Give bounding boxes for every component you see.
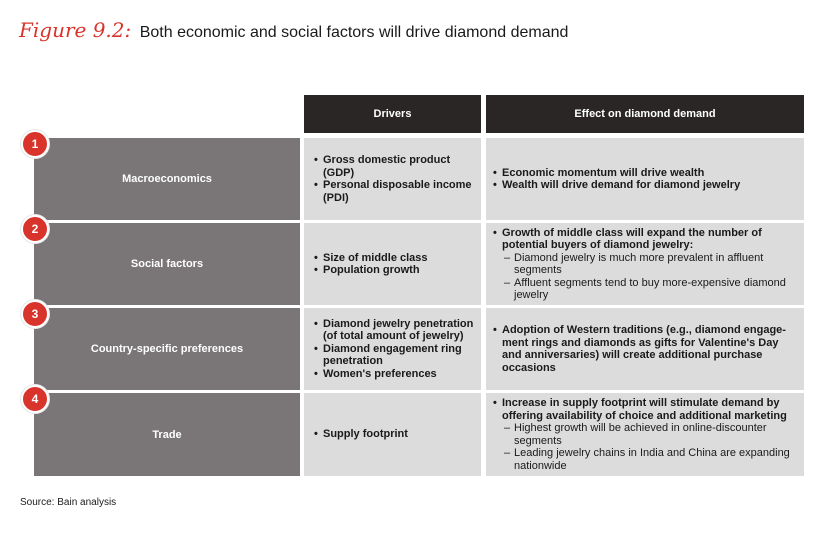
drivers-cell xyxy=(304,308,481,390)
effect-item: • Adoption of Western traditions (e.g., diamond engage-ment rings and diamonds as gifts for Valentine's Day and anniversaries) will create additional purchase occasions xyxy=(492,324,798,374)
effect-item: • Increase in supply footprint will stimulate demand by offering availability of choice and additional marketing xyxy=(492,397,798,422)
effect-subitem: – Diamond jewelry is much more prevalent in affluent segments xyxy=(492,252,798,277)
figure-title-text: Both economic and social factors will drive diamond demand xyxy=(139,24,569,41)
row-number-badge: 4 xyxy=(21,385,49,413)
drivers-cell xyxy=(304,393,481,476)
column-header-drivers: Drivers xyxy=(304,95,481,133)
category-country-specific-preferences: Country-specific preferences xyxy=(34,308,300,390)
row-number-badge: 1 xyxy=(21,130,49,158)
driver-item: • Gross domestic product (GDP) xyxy=(313,154,477,179)
driver-item: • Supply footprint xyxy=(313,428,477,441)
effect-subitem: – Highest growth will be achieved in online-discounter segments xyxy=(492,422,798,447)
figure-title xyxy=(19,18,568,42)
effect-item: • Wealth will drive demand for diamond jewelry xyxy=(492,179,798,192)
effect-item: • Economic momentum will drive wealth xyxy=(492,167,798,180)
category-macroeconomics: Macroeconomics xyxy=(34,138,300,220)
source-note: Source: Bain analysis xyxy=(20,497,117,508)
driver-item: • Diamond engagement ring penetration xyxy=(313,343,477,368)
figure-label: Figure 9.2: xyxy=(19,18,132,42)
driver-item: • Women's preferences xyxy=(313,368,477,381)
effect-cell xyxy=(486,393,804,476)
effect-item: • Growth of middle class will expand the number of potential buyers of diamond jewelry: xyxy=(492,227,798,252)
effect-cell xyxy=(486,138,804,220)
effect-cell xyxy=(486,308,804,390)
column-header-effect: Effect on diamond demand xyxy=(486,95,804,133)
row-number-badge: 3 xyxy=(21,300,49,328)
category-social-factors: Social factors xyxy=(34,223,300,305)
category-trade: Trade xyxy=(34,393,300,476)
effect-subitem: – Leading jewelry chains in India and China are expanding nationwide xyxy=(492,447,798,472)
effect-subitem: – Affluent segments tend to buy more-expensive diamond jewelry xyxy=(492,277,798,302)
driver-item: • Size of middle class xyxy=(313,252,477,265)
drivers-cell xyxy=(304,223,481,305)
effect-cell xyxy=(486,223,804,305)
drivers-cell xyxy=(304,138,481,220)
row-number-badge: 2 xyxy=(21,215,49,243)
driver-item: • Personal disposable income (PDI) xyxy=(313,179,477,204)
driver-item: • Population growth xyxy=(313,264,477,277)
driver-item: • Diamond jewelry penetration (of total amount of jewelry) xyxy=(313,318,477,343)
